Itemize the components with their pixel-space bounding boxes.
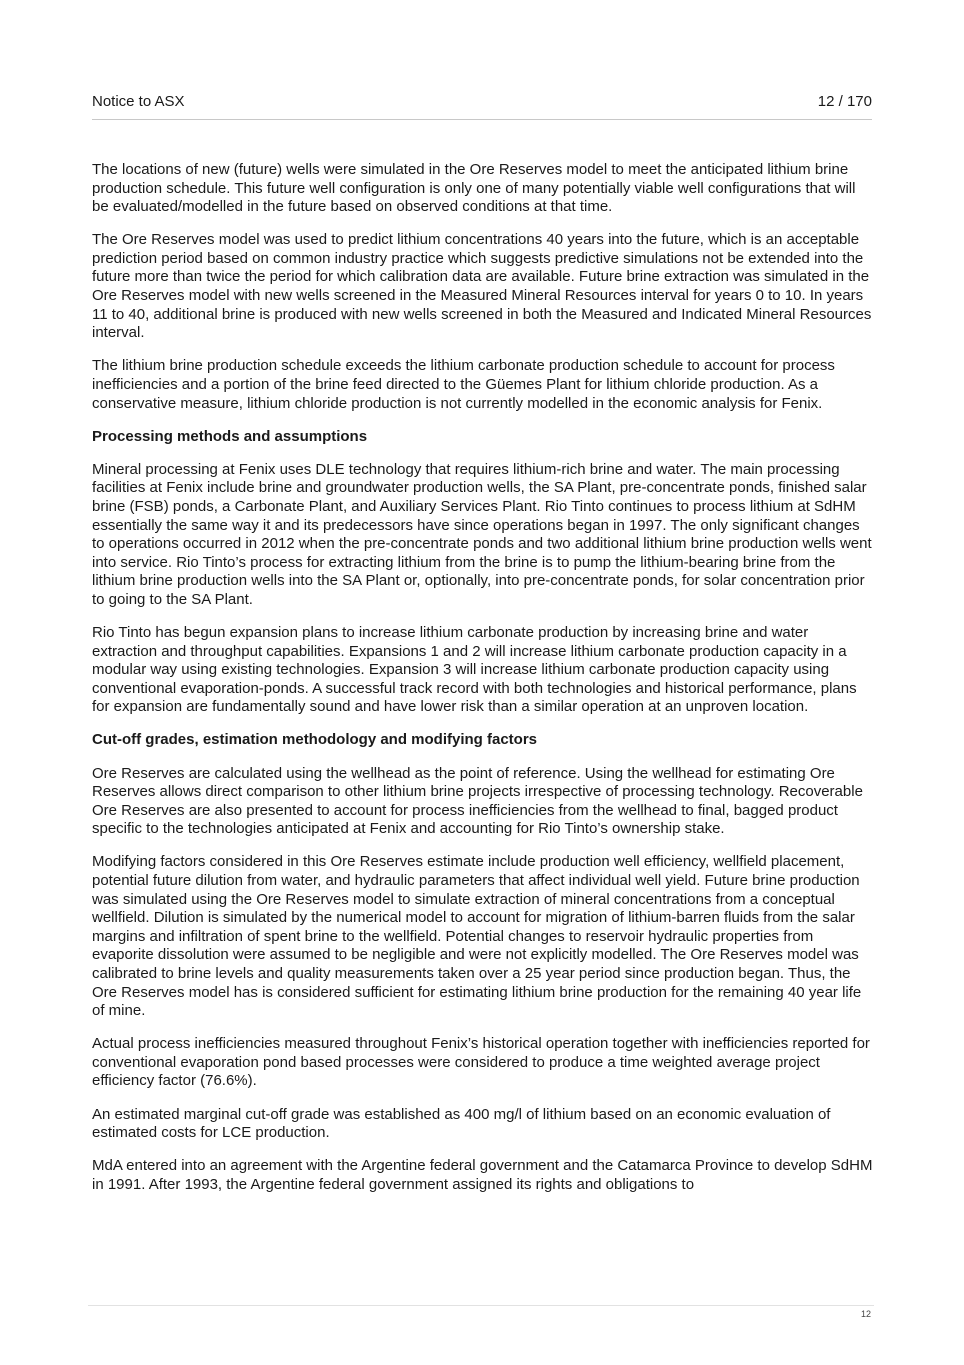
paragraph: An estimated marginal cut-off grade was established as 400 mg/l of lithium based on an economic evaluation of estimated costs for LCE production. (92, 1105, 831, 1142)
paragraph: Modifying factors considered in this Ore Reserves estimate include production well efficiency, wellfield placement, potential future dilution from water, and hydraulic parameters that affect individual well yield. Future brine production was simulated using the Ore Reserves model to simulate extraction of mineral concentrations from a conceptual wellfield. Dilution is simulated by the numerical model to account for migration of lithium-barren fluids from the salar margins and infiltration of spent brine to the wellfield. Potential changes to reservoir hydraulic properties from evaporite dissolution were assumed to be negligible and were not explicitly modelled. The Ore Reserves model was calibrated to brine levels and quality measurements taken over a 25 year period since production began. Thus, the Ore Reserves model has is considered sufficient for estimating lithium brine production for the remaining 40 year life of mine. (92, 853, 862, 1020)
paragraph: Rio Tinto has begun expansion plans to increase lithium carbonate production by increasing brine and water extraction and throughput capabilities. Expansions 1 and 2 will increase lithium carbonate production capacity in a modular way using existing technologies. Expansion 3 will increase lithium carbonate production capacity using conventional evaporation-ponds. A successful track record with both technologies and historical performance, plans for expansion are fundamentally sound and have lower risk than a similar operation at an unproven location. (92, 623, 857, 716)
paragraph: MdA entered into an agreement with the Argentine federal government and the Catamarca Province to develop SdHM in 1991. After 1993, the Argentine federal government assigned its rights and obligations to (92, 1157, 873, 1193)
paragraph: The Ore Reserves model was used to predict lithium concentrations 40 years into the future, which is an acceptable prediction period based on common industry practice which suggests predictive simulations not be extended into the future more than twice the period for which calibration data are available. Future brine extraction was simulated in the Ore Reserves model with new wells screened in the Measured Mineral Resources interval for years 0 to 10. In years 11 to 40, additional brine is produced with new wells screened in both the Measured and Indicated Mineral Resources interval. (92, 231, 872, 342)
paragraph: The lithium brine production schedule exceeds the lithium carbonate production schedule to account for process inefficiencies and a portion of the brine feed directed to the Güemes Plant for lithium chloride production. As a conservative measure, lithium chloride production is not currently modelled in the economic analysis for Fenix. (92, 357, 835, 412)
paragraph: Ore Reserves are calculated using the wellhead as the point of reference. Using the wellhead for estimating Ore Reserves allows direct comparison to other lithium brine projects irrespective of processing technology. Recoverable Ore Reserves are also presented to account for process inefficiencies from the wellhead to final, bagged product specific to the technologies anticipated at Fenix and accounting for Rio Tinto’s ownership stake. (92, 764, 863, 838)
page-footer (88, 1305, 874, 1336)
document-title: Notice to ASX (92, 93, 185, 110)
page-header (92, 92, 872, 120)
section-heading-cut-off-grades: Cut-off grades, estimation methodology and modifying factors (92, 731, 538, 749)
paragraph: Actual process inefficiencies measured throughout Fenix’s historical operation together with inefficiencies reported for conventional evaporation pond based processes were considered to produce a time weighted average project efficiency factor (76.6%). (92, 1035, 870, 1090)
footer-page-number: 12 (860, 1309, 871, 1319)
section-heading-processing-methods: Processing methods and assumptions (92, 427, 368, 445)
paragraph: Mineral processing at Fenix uses DLE technology that requires lithium-rich brine and water. The main processing facilities at Fenix include brine and groundwater production wells, the SA Plant, pre-concentrate ponds, finished salar brine (FSB) ponds, a Carbonate Plant, and Auxiliary Services Plant. Rio Tinto continues to process lithium at SdHM essentially the same way it and its predecessors have since operations began in 1997. The only significant changes to operations occurred in 2012 when the pre-concentrate ponds and two additional lithium brine production wells went into service. Rio Tinto’s process for extracting lithium from the brine is to pump the lithium-bearing brine from the lithium brine production wells into the SA Plant or, optionally, into pre-concentrate ponds, for solar concentration prior to going to the SA Plant. (92, 460, 872, 608)
paragraph: The locations of new (future) wells were simulated in the Ore Reserves model to meet the anticipated lithium brine production schedule. This future well configuration is only one of many potentially viable well configurations that will be evaluated/modelled in the future based on observed conditions at that time. (92, 161, 856, 216)
page-indicator: 12 / 170 (817, 93, 872, 110)
document-body (92, 161, 874, 1209)
